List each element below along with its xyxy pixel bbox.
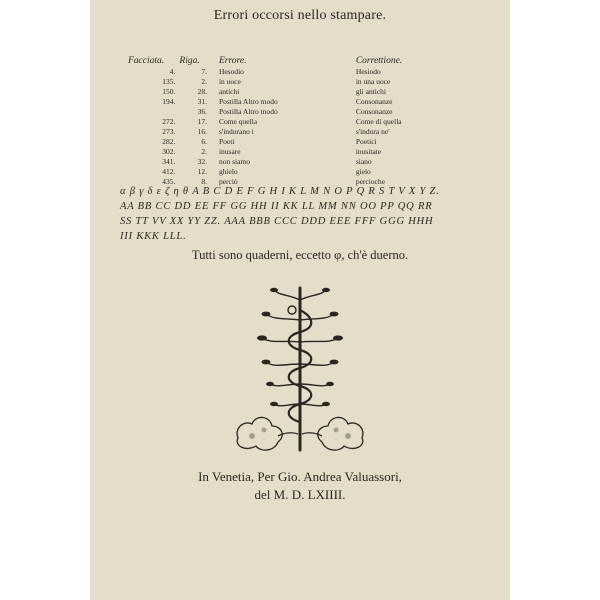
cell-correttione: Hesiodo [355, 67, 381, 76]
register-line: III KKK LLL. [120, 231, 187, 242]
register-line: SS TT VV XX YY ZZ. AAA BBB CCC DDD EEE FFF GGG HHH [120, 216, 434, 227]
cell-riga: 6. [201, 137, 207, 146]
imprint [90, 468, 510, 504]
cell-riga: 32. [197, 157, 207, 166]
cell-errore: Come quella [218, 117, 258, 126]
cell-riga: 36. [197, 107, 207, 116]
table-row [128, 87, 473, 97]
cell-errore: in uoce [218, 77, 241, 86]
cell-correttione: Come di quella [355, 117, 402, 126]
table-row [128, 67, 473, 77]
cell-riga: 17. [197, 117, 207, 126]
imprint-line-1: In Venetia, Per Gio. Andrea Valuassori, [198, 469, 402, 484]
cell-errore: antichi [218, 87, 240, 96]
cell-riga: 12. [197, 167, 207, 176]
cell-errore: Postilla Altro modo [218, 107, 278, 116]
table-row [128, 147, 473, 157]
cell-errore: perciò [218, 177, 238, 186]
cell-errore: Postilla Altro modo [218, 97, 278, 106]
cell-errore: Hesodio [218, 67, 244, 76]
cell-errore: Poeti [218, 137, 235, 146]
cell-facciata: 4. [169, 67, 176, 76]
cell-correttione: Consonanze [355, 107, 393, 116]
cell-correttione: in una uoce [355, 77, 391, 86]
cell-facciata: 341. [162, 157, 176, 166]
cell-correttione: Poetici [355, 137, 377, 146]
register-line: AA BB CC DD EE FF GG HH II KK LL MM NN OO PP QQ RR [120, 201, 433, 212]
table-row [128, 117, 473, 127]
header-errore: Errore. [218, 56, 247, 66]
errata-header-row [128, 56, 473, 67]
printers-device-icon [230, 280, 370, 460]
cell-riga: 8. [201, 177, 207, 186]
cell-facciata: 150. [162, 87, 176, 96]
serpent-staff-icon [230, 280, 370, 460]
table-row [128, 137, 473, 147]
cell-correttione: siano [355, 157, 372, 166]
cell-correttione: Consonanze [355, 97, 393, 106]
cell-riga: 7. [201, 67, 207, 76]
table-row [128, 157, 473, 167]
table-row [128, 107, 473, 117]
errata-title: Errori occorsi nello stampare. [213, 8, 387, 23]
register-line: α β γ δ ε ζ η θ A B C D E F G H I K L M N O P Q R S T V X Y Z. [120, 186, 440, 197]
cell-correttione: s'indura ne' [355, 127, 390, 136]
errata-table [128, 56, 473, 187]
collation-statement: Tutti sono quaderni, eccetto φ, ch'è duerno. [191, 248, 409, 262]
table-row [128, 127, 473, 137]
cell-facciata [128, 107, 179, 117]
cell-riga: 2. [201, 147, 207, 156]
cell-facciata: 194. [162, 97, 176, 106]
cell-errore: non siamo [218, 157, 250, 166]
cell-facciata: 435. [162, 177, 176, 186]
header-correttione: Correttione. [355, 56, 403, 66]
cell-correttione: inusitate [355, 147, 382, 156]
cell-errore: s'indurano i [218, 127, 254, 136]
cell-correttione: gli antichi [355, 87, 387, 96]
cell-riga: 16. [197, 127, 207, 136]
table-row [128, 77, 473, 87]
cell-facciata: 412. [162, 167, 176, 176]
cell-errore: inusare [218, 147, 241, 156]
book-page [90, 0, 510, 600]
table-row [128, 167, 473, 177]
cell-facciata: 135. [162, 77, 176, 86]
cell-facciata: 302. [162, 147, 176, 156]
cell-correttione: percioche [355, 177, 385, 186]
cell-riga: 2. [201, 77, 207, 86]
table-row [128, 97, 473, 107]
cell-errore: ghielo [218, 167, 238, 176]
cell-facciata: 282. [162, 137, 176, 146]
cell-riga: 28. [197, 87, 207, 96]
imprint-line-2: del M. D. LXIIII. [254, 487, 346, 502]
cell-facciata: 273. [162, 127, 176, 136]
cell-riga: 31. [197, 97, 207, 106]
header-riga: Riga. [179, 56, 200, 66]
header-facciata: Facciata. [128, 56, 165, 66]
signature-register [120, 184, 490, 244]
cell-facciata: 272. [162, 117, 176, 126]
cell-correttione: gielo [355, 167, 371, 176]
